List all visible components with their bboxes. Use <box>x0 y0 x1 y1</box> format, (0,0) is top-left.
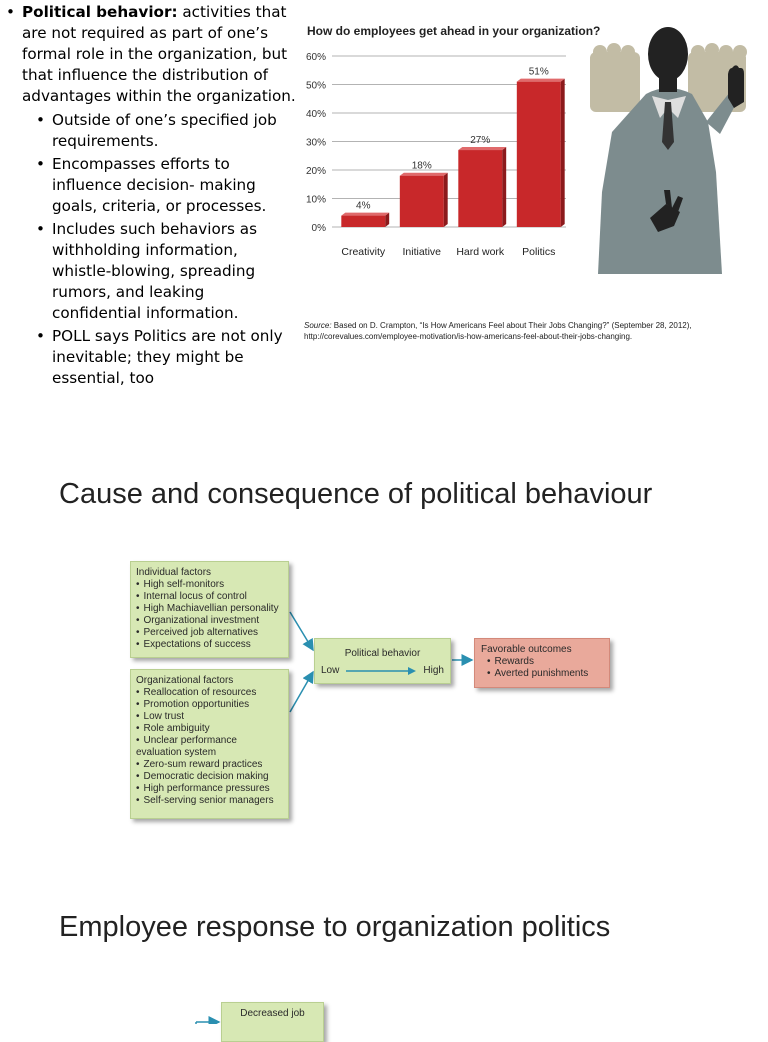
sub-bullet <box>36 326 296 389</box>
x-tick-label: Politics <box>522 246 556 258</box>
list-item: • Promotion opportunities <box>136 699 283 711</box>
bullet-dot: • <box>36 327 45 345</box>
organizational-factors-box <box>130 669 289 819</box>
list-item: • Averted punishments <box>487 668 603 680</box>
x-tick-label: Initiative <box>402 246 442 258</box>
list-item: • High self-monitors <box>136 579 283 591</box>
bar-top <box>341 213 389 216</box>
y-tick-label: 60% <box>305 52 326 63</box>
term-political-behavior: Political behavior: <box>22 3 178 21</box>
data-label: 27% <box>470 135 491 147</box>
scale-arrow-icon <box>346 667 416 675</box>
bullet-dot: • <box>6 3 15 21</box>
x-tick-label: Hard work <box>456 246 505 258</box>
sub-bullet <box>36 110 296 152</box>
decreased-job-title: Decreased job <box>240 1008 305 1019</box>
bar-top <box>458 147 506 150</box>
bar-side <box>502 147 506 227</box>
arrow-organizational-to-political <box>290 672 313 712</box>
y-tick-label: 30% <box>305 137 326 149</box>
y-tick-label: 10% <box>305 194 326 206</box>
y-tick-label: 0% <box>311 223 326 234</box>
favorable-outcomes-box <box>474 638 610 688</box>
source-label: Source: <box>304 321 332 330</box>
sub-bullet <box>36 154 296 217</box>
decreased-job-box <box>221 1002 324 1042</box>
sub-bullet-text: Encompasses efforts to influence decision- making goals, criteria, or processes. <box>52 155 267 215</box>
list-item: • Perceived job alternatives <box>136 627 283 639</box>
bullet-main <box>6 2 296 107</box>
organizational-factors-list <box>136 687 283 807</box>
sub-bullet <box>36 219 296 324</box>
list-item: • Organizational investment <box>136 615 283 627</box>
individual-factors-box <box>130 561 289 658</box>
list-item: • Expectations of success <box>136 639 283 651</box>
sub-bullet-list <box>6 110 296 389</box>
chart-source <box>304 320 764 342</box>
list-item: • Role ambiguity <box>136 723 283 735</box>
bar-top <box>517 79 565 82</box>
list-item: • Rewards <box>487 656 603 668</box>
favorable-outcomes-list <box>481 656 603 680</box>
source-text: Based on D. Crampton, “Is How Americans Feel about Their Jobs Changing?” (September 28, 2012), http://corevalues.com/employee-motivation/is-how-americans-feel-about-their-jobs-changing. <box>304 321 692 341</box>
list-item: • High performance pressures <box>136 783 283 795</box>
political-behavior-scale <box>321 665 444 677</box>
list-item: • Reallocation of resources <box>136 687 283 699</box>
bar-side <box>561 79 565 227</box>
scale-low-label: Low <box>321 665 340 676</box>
y-tick-label: 40% <box>305 109 326 120</box>
political-behavior-title: Political behavior <box>344 648 421 659</box>
bullet-list <box>6 2 296 391</box>
scale-high-label: High <box>423 665 444 676</box>
sub-bullet-text: Includes such behaviors as withholding information, whistle-blowing, spreading rumors, and leaking confidential information. <box>52 220 257 322</box>
list-item: • Unclear performance evaluation system <box>136 735 283 759</box>
sub-bullet-text: Outside of one’s specified job requirements. <box>52 111 277 150</box>
businessman-illustration <box>588 22 748 274</box>
list-item: • High Machiavellian personality <box>136 603 283 615</box>
bar <box>341 216 385 227</box>
sub-bullet-text: POLL says Politics are not only inevitable; they might be essential, too <box>52 327 283 387</box>
data-label: 18% <box>411 160 432 172</box>
list-item: • Internal locus of control <box>136 591 283 603</box>
favorable-outcomes-title: Favorable outcomes <box>481 644 572 655</box>
heading-causes: Cause and consequence of political behaviour <box>59 478 653 510</box>
bullet-dot: • <box>36 220 45 238</box>
y-tick-label: 50% <box>305 80 326 92</box>
data-label: 4% <box>356 200 371 212</box>
list-item: • Democratic decision making <box>136 771 283 783</box>
individual-factors-list <box>136 579 283 651</box>
data-label: 51% <box>528 66 549 78</box>
x-tick-label: Creativity <box>341 246 386 258</box>
political-behavior-box <box>314 638 451 684</box>
list-item: • Self-serving senior managers <box>136 795 283 807</box>
bullet-dot: • <box>36 155 45 173</box>
definition-text: activities that are not required as part of one’s formal role in the organization, but that influence the distribution of advantages within the organization. <box>22 3 296 105</box>
individual-factors-title: Individual factors <box>136 567 212 578</box>
organizational-factors-title: Organizational factors <box>136 675 234 686</box>
heading-response: Employee response to organization politics <box>59 911 611 943</box>
chart-title: How do employees get ahead in your organization? <box>307 24 601 38</box>
list-item: • Zero-sum reward practices <box>136 759 283 771</box>
bar <box>400 176 444 227</box>
bar <box>458 150 502 227</box>
list-item: • Low trust <box>136 711 283 723</box>
bar-top <box>400 173 448 176</box>
bar <box>517 82 561 227</box>
bullet-dot: • <box>36 111 45 129</box>
bar-side <box>444 173 448 227</box>
y-tick-label: 20% <box>305 166 326 177</box>
arrow-individual-to-political <box>290 612 313 650</box>
bar-chart <box>300 40 580 270</box>
bullet-main-text <box>22 2 296 107</box>
